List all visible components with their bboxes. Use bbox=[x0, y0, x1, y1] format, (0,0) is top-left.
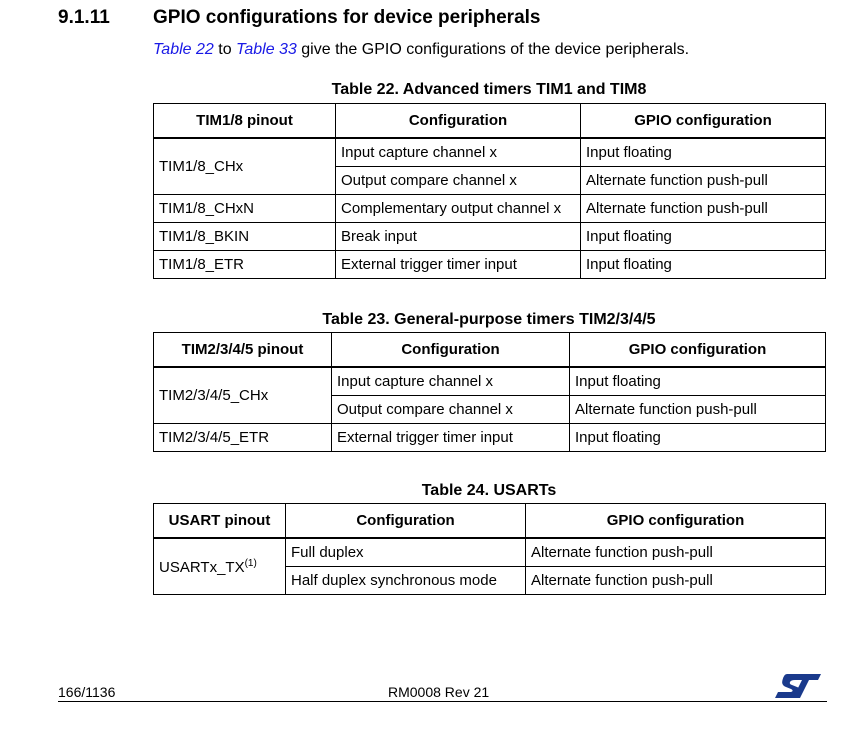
table-22 bbox=[153, 103, 826, 279]
table-row bbox=[154, 538, 826, 567]
configuration-cell: Complementary output channel x bbox=[336, 195, 581, 223]
gpio-cell: Input floating bbox=[570, 367, 826, 396]
table-header-row bbox=[154, 504, 826, 539]
pinout-cell bbox=[154, 538, 286, 595]
header-pinout: TIM1/8 pinout bbox=[154, 104, 336, 139]
table-row bbox=[154, 223, 826, 251]
configuration-cell: Output compare channel x bbox=[332, 396, 570, 424]
footer-divider bbox=[58, 701, 827, 702]
gpio-cell: Input floating bbox=[581, 223, 826, 251]
table-row bbox=[154, 424, 826, 452]
table-header-row bbox=[154, 333, 826, 368]
gpio-cell: Alternate function push-pull bbox=[581, 167, 826, 195]
gpio-cell: Input floating bbox=[581, 138, 826, 167]
gpio-cell: Alternate function push-pull bbox=[526, 538, 826, 567]
gpio-cell: Alternate function push-pull bbox=[570, 396, 826, 424]
pinout-cell: TIM1/8_BKIN bbox=[154, 223, 336, 251]
table-22-link[interactable]: Table 22 bbox=[153, 41, 214, 58]
table-row bbox=[154, 251, 826, 279]
table-33-link[interactable]: Table 33 bbox=[236, 41, 297, 58]
pinout-cell: TIM1/8_CHxN bbox=[154, 195, 336, 223]
pinout-cell: TIM1/8_ETR bbox=[154, 251, 336, 279]
header-configuration: Configuration bbox=[332, 333, 570, 368]
table-24-caption: Table 24. USARTs bbox=[421, 482, 557, 499]
st-logo-icon bbox=[773, 672, 823, 700]
header-configuration: Configuration bbox=[336, 104, 581, 139]
header-configuration: Configuration bbox=[286, 504, 526, 539]
table-row bbox=[154, 367, 826, 396]
configuration-cell: Input capture channel x bbox=[332, 367, 570, 396]
configuration-cell: Break input bbox=[336, 223, 581, 251]
configuration-cell: External trigger timer input bbox=[332, 424, 570, 452]
intro-rest-text: give the GPIO configurations of the device peripherals. bbox=[296, 41, 690, 58]
gpio-cell: Alternate function push-pull bbox=[581, 195, 826, 223]
pinout-cell: TIM2/3/4/5_CHx bbox=[154, 367, 332, 424]
intro-mid-text: to bbox=[213, 41, 237, 58]
table-row bbox=[154, 138, 826, 167]
pinout-cell: TIM2/3/4/5_ETR bbox=[154, 424, 332, 452]
page-number: 166/1136 bbox=[58, 684, 116, 700]
header-pinout: TIM2/3/4/5 pinout bbox=[154, 333, 332, 368]
pinout-text: USARTx_TX bbox=[159, 558, 245, 576]
configuration-cell: Input capture channel x bbox=[336, 138, 581, 167]
gpio-cell: Alternate function push-pull bbox=[526, 567, 826, 595]
header-gpio-configuration: GPIO configuration bbox=[581, 104, 826, 139]
intro-paragraph bbox=[153, 41, 689, 59]
document-reference: RM0008 Rev 21 bbox=[388, 684, 490, 700]
configuration-cell: Half duplex synchronous mode bbox=[286, 567, 526, 595]
configuration-cell: Output compare channel x bbox=[336, 167, 581, 195]
section-title: GPIO configurations for device peripherals bbox=[153, 7, 541, 28]
pinout-cell: TIM1/8_CHx bbox=[154, 138, 336, 195]
header-pinout: USART pinout bbox=[154, 504, 286, 539]
section-number: 9.1.11 bbox=[58, 7, 110, 28]
gpio-cell: Input floating bbox=[570, 424, 826, 452]
footnote-ref[interactable]: (1) bbox=[244, 557, 257, 569]
table-23 bbox=[153, 332, 826, 452]
gpio-cell: Input floating bbox=[581, 251, 826, 279]
table-23-caption: Table 23. General-purpose timers TIM2/3/4/5 bbox=[322, 311, 656, 328]
table-24 bbox=[153, 503, 826, 595]
table-row bbox=[154, 195, 826, 223]
header-gpio-configuration: GPIO configuration bbox=[570, 333, 826, 368]
configuration-cell: Full duplex bbox=[286, 538, 526, 567]
configuration-cell: External trigger timer input bbox=[336, 251, 581, 279]
table-22-caption: Table 22. Advanced timers TIM1 and TIM8 bbox=[331, 81, 647, 98]
table-header-row bbox=[154, 104, 826, 139]
header-gpio-configuration: GPIO configuration bbox=[526, 504, 826, 539]
